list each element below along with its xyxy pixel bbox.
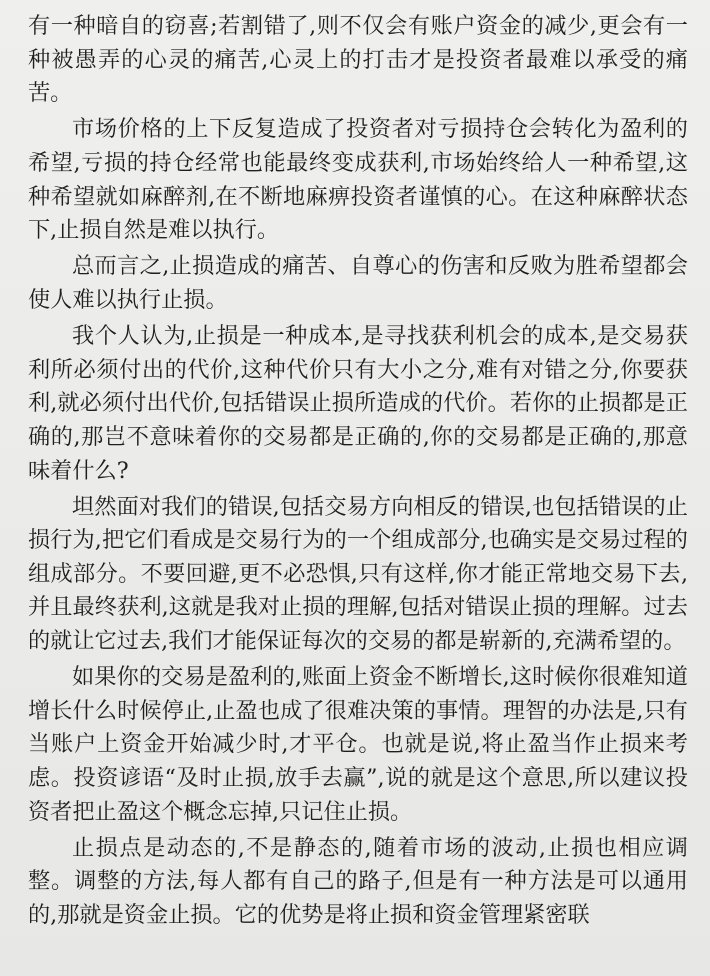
paragraph-1: 有一种暗自的窃喜;若割错了,则不仅会有账户资金的减少,更会有一种被愚弄的心灵的痛苦,心灵上的打击才是投资者最难以承受的痛苦。: [28, 13, 688, 107]
paragraph-5: 坦然面对我们的错误,包括交易方向相反的错误,也包括错误的止损行为,把它们看成是交易行为的一个组成部分,也确实是交易过程的组成部分。不要回避,更不必恐惧,只有这样,你才能正常地交易下去,并且最终获利,这就是我对止损的理解,包括对错误止损的理解。过去的就让它过去,我们才能保证每次的交易的都是崭新的,充满希望的。: [28, 493, 688, 655]
paragraph-3: 总而言之,止损造成的痛苦、自尊心的伤害和反败为胜希望都会使人难以执行止损。: [28, 253, 688, 313]
paragraph-6: 如果你的交易是盈利的,账面上资金不断增长,这时候你很难知道增长什么时候停止,止盈也成了很难决策的事情。理智的办法是,只有当账户上资金开始减少时,才平仓。也就是说,将止盈当作止损来考虑。投资谚语“及时止损,放手去赢”,说的就是这个意思,所以建议投资者把止盈这个概念忘掉,只记住止损。: [28, 664, 688, 825]
paragraph-7: 止损点是动态的,不是静态的,随着市场的波动,止损也相应调整。调整的方法,每人都有自己的路子,但是有一种方法是可以通用的,那就是资金止损。它的优势是将止损和资金管理紧密联: [28, 834, 688, 928]
page-body-text: [28, 10, 688, 935]
paragraph-4: 我个人认为,止损是一种成本,是寻找获利机会的成本,是交易获利所必须付出的代价,这种代价只有大小之分,难有对错之分,你要获利,就必须付出代价,包括错误止损所造成的代价。若你的止损都是正确的,那岂不意味着你的交易都是正确的,你的交易都是正确的,那意味着什么?: [28, 323, 688, 484]
paragraph-2: 市场价格的上下反复造成了投资者对亏损持仓会转化为盈利的希望,亏损的持仓经常也能最终变成获利,市场始终给人一种希望,这种希望就如麻醉剂,在不断地麻痹投资者谨慎的心。在这种麻醉状态下,止损自然是难以执行。: [28, 116, 688, 244]
